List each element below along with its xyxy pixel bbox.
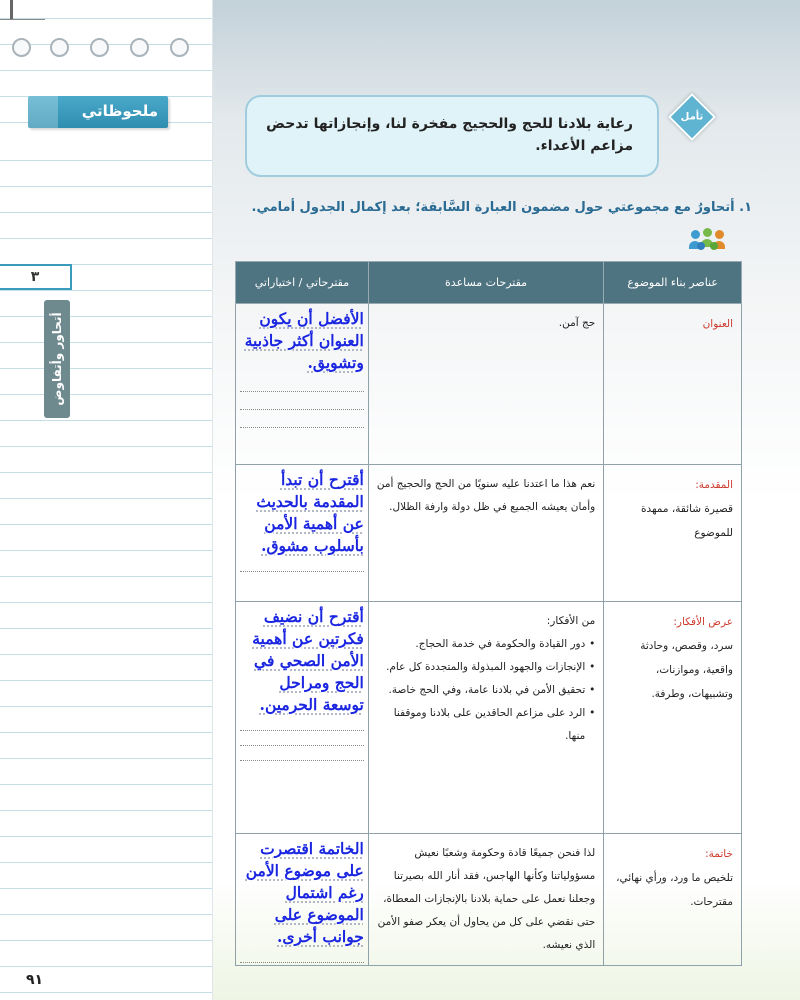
help-text: نعم هذا ما اعتدنا عليه سنويًا من الحج والحجيج أمن وأمان يعيشه الجميع في ظل دولة وارفة الظلال. [376,478,596,513]
binder-hole-icon [12,38,31,57]
element-description: تلخيص ما ورد، ورأي نهائي، مقترحات. [616,872,733,908]
table-row [236,602,742,834]
notes-tab [28,96,168,128]
element-cell [604,465,742,602]
notes-sidebar [0,0,213,1000]
element-cell [604,834,742,966]
header-my-suggestions: مقترحاتي / اختياراتي [236,262,369,304]
binder-hole-icon [170,38,189,57]
my-suggestion-cell[interactable] [236,834,369,966]
handwritten-answer: أقترح أن نضيف فكرتين عن أهمية الأمن الصحي في الحج ومراحل توسعة الحرمين. [252,607,364,714]
element-title: خاتمة: [705,848,733,860]
quote-badge-label: تأمل [680,111,704,123]
activity-instruction: ١. أتحاورُ مع مجموعتي حول مضمون العبارة السَّابقة؛ بعد إكمال الجدول أمامي. [251,200,752,215]
lesson-title: أتحاور وأتفاوض [50,312,64,406]
list-item: • الرد على مزاعم الحاقدين على بلادنا وموقفنا منها. [375,702,595,748]
help-cell [368,834,603,966]
quote-box: رعاية بلادنا للحج والحجيج مفخرة لنا، وإنجازاتها تدحض مزاعم الأعداء. [245,95,659,177]
answer-line [240,557,364,572]
topic-table [235,261,742,966]
answer-line [240,716,364,731]
element-description: سرد، وقصص، وحادثة واقعية، وموازنات، وتشبيهات، وطرفة. [640,640,733,700]
header-elements: عناصر بناء الموضوع [604,262,742,304]
help-text: لذا فنحن جميعًا قادة وحكومة وشعبًا نعيش مسؤولياتنا وكأنها الهاجس، فقد أنار الله بصيرتنا وجعلنا نعمل على حماية بلادنا بالإنجازات المعطاة، حتى نقضي على كل من يحاول أن يعكر صفو الأمن الذي نعيشه. [377,847,596,951]
table-row [236,834,742,966]
handwritten-answer: الخاتمة اقتصرت على موضوع الأمن رغم اشتمال الموضوع على جوانب أخرى. [245,839,364,946]
my-suggestion-cell[interactable] [236,602,369,834]
help-intro: من الأفكار: [546,615,596,627]
notes-title: ملحوظاتي [81,102,158,120]
table-row [236,304,742,465]
main-content [213,0,800,1000]
binder-hole-icon [90,38,109,57]
answer-line [240,746,364,761]
table-row [236,465,742,602]
diamond-badge-icon [668,93,716,141]
binder-hole-icon [50,38,69,57]
list-item: • دور القيادة والحكومة في خدمة الحجاج. [375,633,595,656]
table-header-row [236,262,742,304]
help-cell [368,465,603,602]
help-cell [368,602,603,834]
answer-line [240,374,364,392]
element-description: قصيرة شائقة، ممهدة للموضوع [640,503,733,539]
answer-line [240,410,364,428]
binder-hole-icon [130,38,149,57]
element-title: عرض الأفكار: [673,616,733,628]
handwritten-answer: الأفضل أن يكون العنوان أكثر جاذبية وتشويق. [244,309,364,372]
my-suggestion-cell[interactable] [236,465,369,602]
handwritten-answer: أقترح أن تبدأ المقدمة بالحديث عن أهمية الأمن بأسلوب مشوق. [256,470,364,555]
list-item: • الإنجازات والجهود المبذولة والمتجددة كل عام. [375,656,595,679]
answer-line [240,392,364,410]
page-number: ٩١ [26,972,44,988]
list-item: • تحقيق الأمن في بلادنا عامة، وفي الحج خاصة. [375,679,595,702]
my-suggestion-cell[interactable] [236,304,369,465]
header-help: مقترحات مساعدة [368,262,603,304]
crop-line [0,19,45,20]
element-cell [604,602,742,834]
element-title: المقدمة: [695,479,733,491]
group-discussion-icon [689,228,727,254]
element-title: العنوان [702,318,733,330]
answer-line [240,731,364,746]
binder-holes [0,38,212,58]
element-cell [604,304,742,465]
crop-mark [10,0,13,20]
answer-line [240,948,364,963]
lesson-title-tab [44,300,70,418]
help-cell [368,304,603,465]
ideas-list [375,633,595,748]
help-text: حج آمن. [558,317,596,329]
lesson-number: ٣ [0,264,72,290]
